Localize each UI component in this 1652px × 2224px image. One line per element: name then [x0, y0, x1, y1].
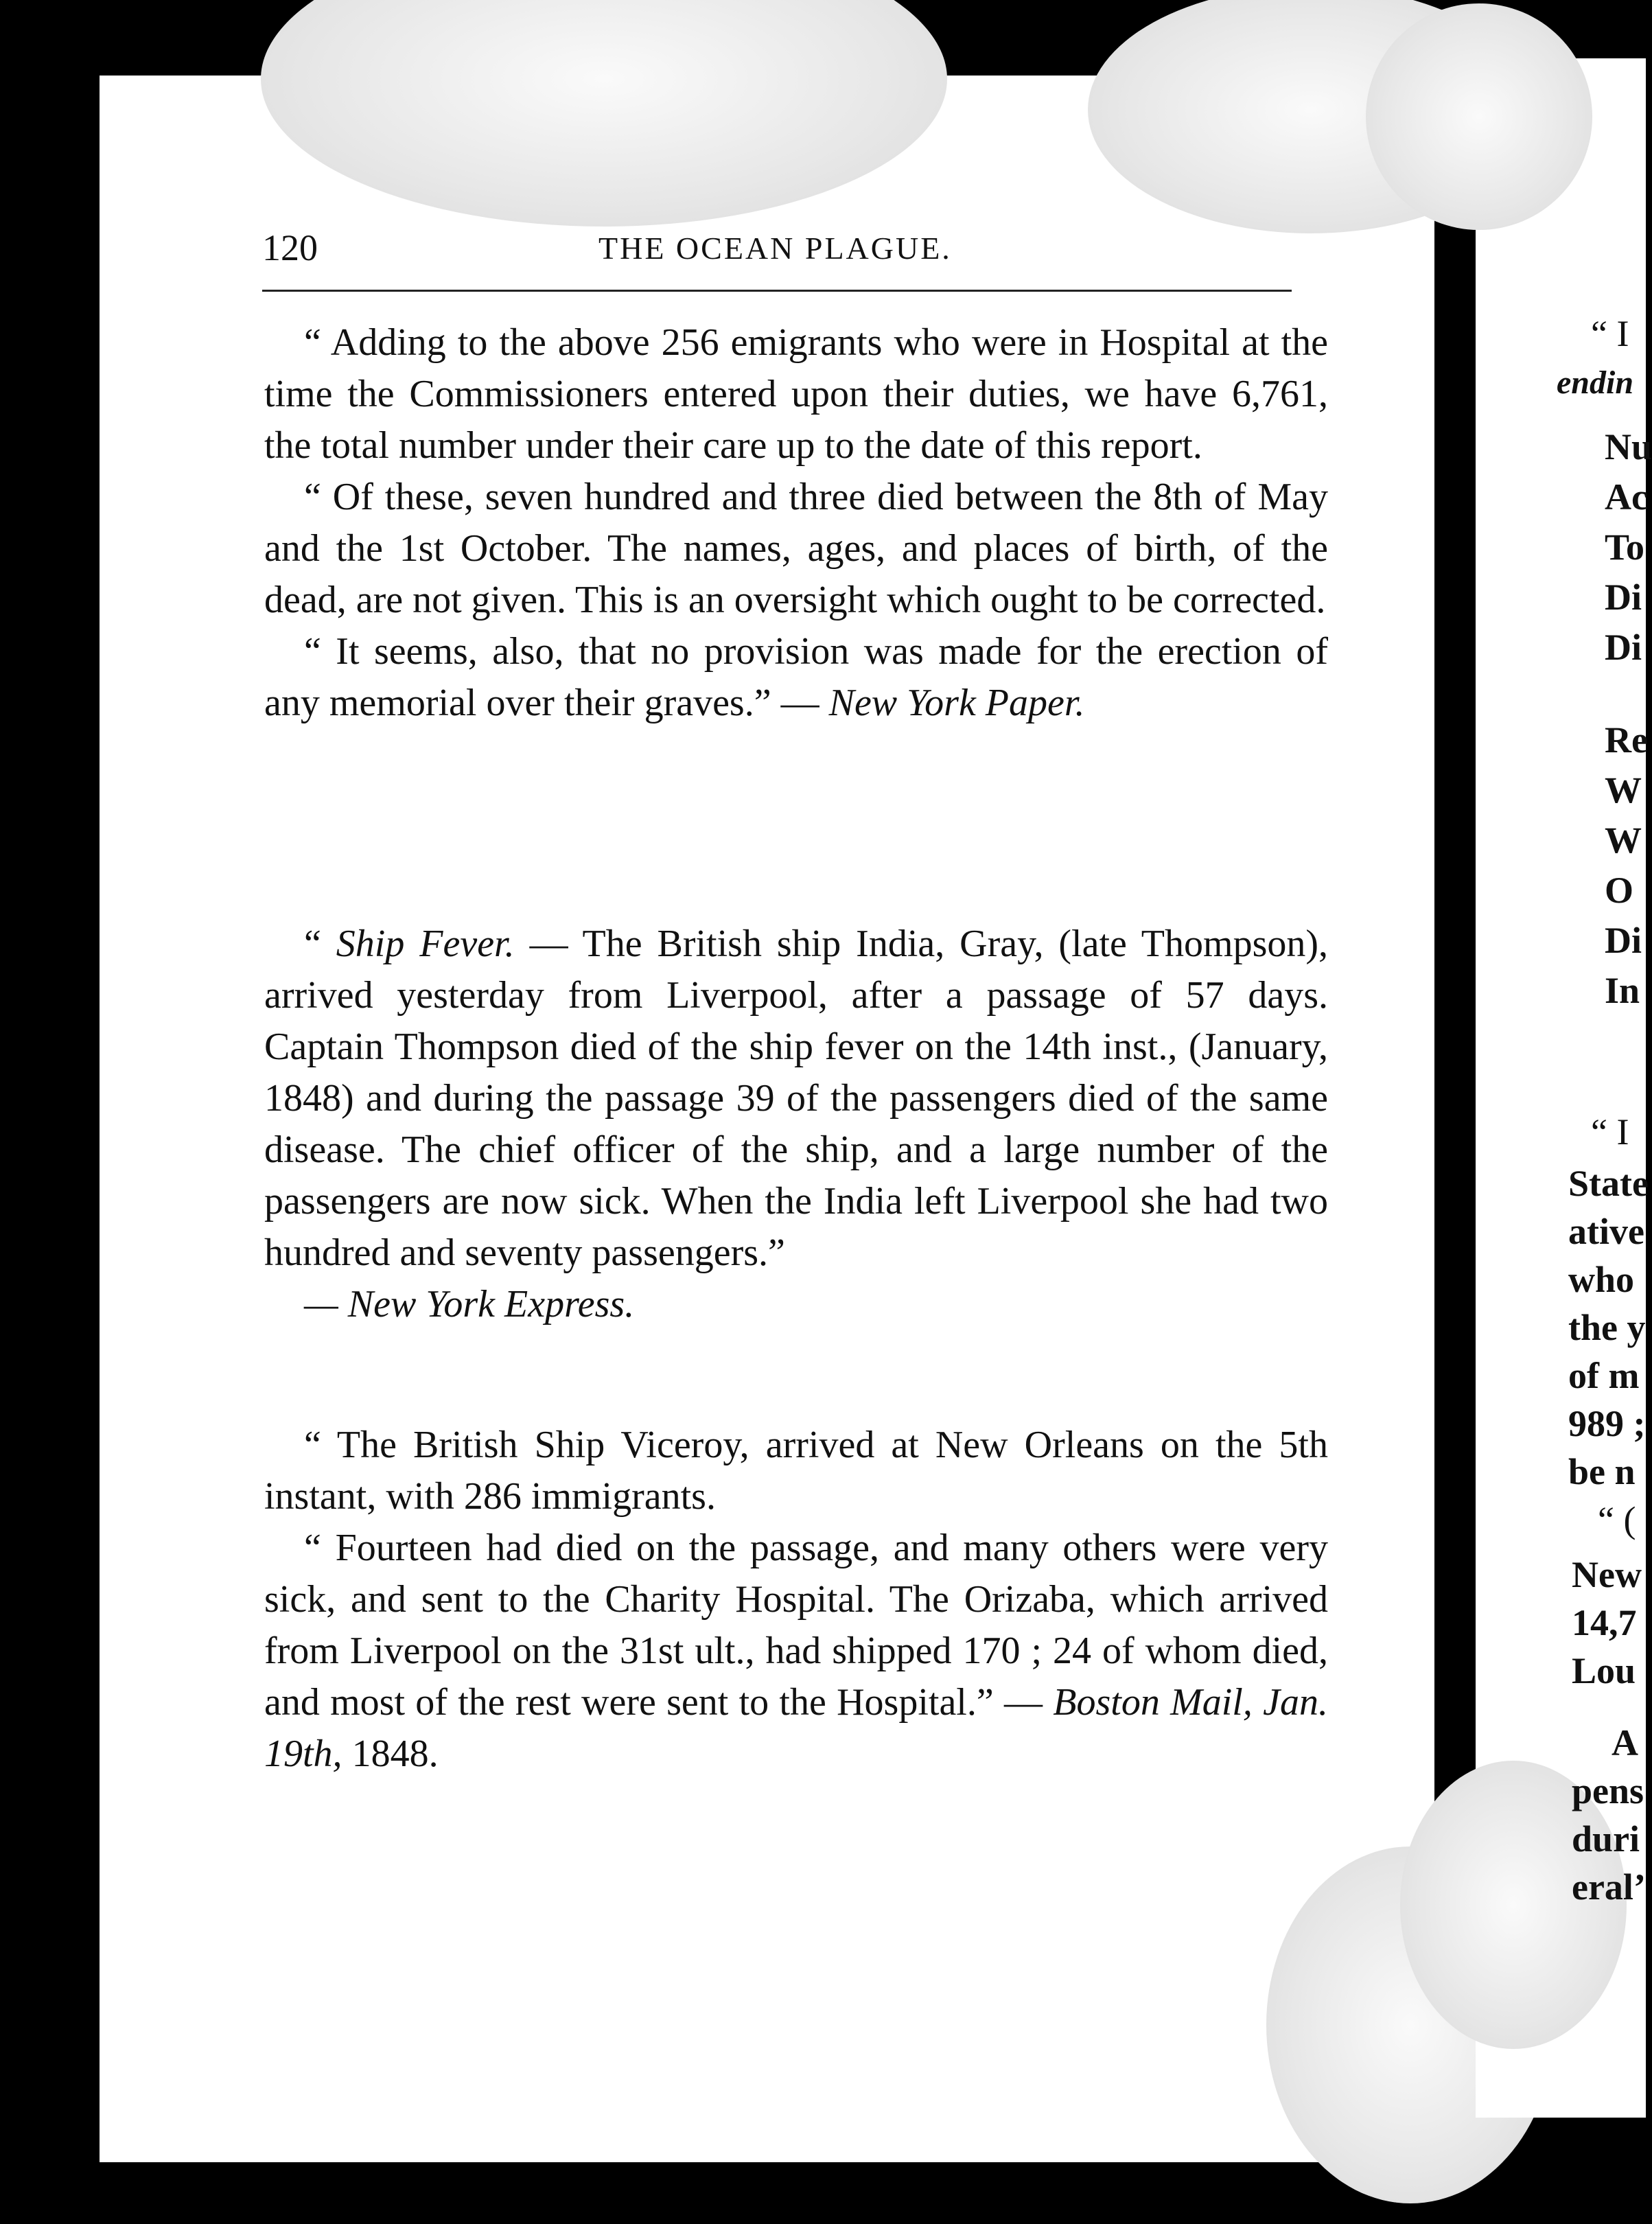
ship-fever-quote: “	[304, 923, 336, 965]
facing-fragment: A	[1612, 1722, 1638, 1763]
body-text-top	[264, 317, 1328, 729]
page-number: 120	[262, 227, 318, 268]
facing-fragment: Di	[1605, 920, 1642, 961]
paragraph-hospital-count: “ Adding to the above 256 emigrants who were in Hospital at the time the Commissioners entered upon their duties, we have 6,761, the total number under their care up to the date of this report.	[264, 321, 1328, 467]
facing-fragment: who	[1568, 1259, 1635, 1300]
facing-fragment: State	[1568, 1163, 1649, 1204]
facing-fragment: Re	[1605, 719, 1648, 761]
memorial-text: “ It seems, also, that no provision was made for the erection of any memorial over their graves.” —	[264, 630, 1328, 724]
facing-fragment: pens	[1572, 1770, 1644, 1811]
facing-fragment: New	[1572, 1554, 1642, 1595]
facing-fragment: Ac	[1605, 476, 1648, 518]
ship-fever-source-text: — New York Express.	[304, 1283, 635, 1325]
ship-fever-source	[264, 1279, 1328, 1330]
paragraph-viceroy: “ The British Ship Viceroy, arrived at New Orleans on the 5th instant, with 286 immigrants.	[264, 1424, 1328, 1518]
page-stain	[1366, 3, 1592, 230]
facing-fragment: Nu	[1605, 426, 1652, 467]
facing-fragment: ative	[1568, 1211, 1644, 1252]
facing-fragment: eral’	[1572, 1866, 1646, 1908]
facing-fragment: In	[1605, 970, 1640, 1011]
facing-fragment: be n	[1568, 1451, 1636, 1492]
facing-fragment: Lou	[1572, 1650, 1636, 1691]
running-title: THE OCEAN PLAGUE.	[598, 231, 952, 266]
facing-fragment: “ I	[1591, 313, 1629, 354]
facing-fragment: Di	[1605, 627, 1642, 668]
facing-fragment: of m	[1568, 1355, 1640, 1396]
facing-fragment: Di	[1605, 577, 1642, 618]
facing-fragment: endin	[1557, 364, 1634, 401]
facing-fragment: 989 ;	[1568, 1403, 1646, 1444]
ship-fever-lead: Ship Fever.	[336, 923, 515, 965]
orizaba-source: Boston Mail, Jan. 19th,	[264, 1681, 1328, 1775]
orizaba-year: 1848.	[342, 1733, 439, 1775]
memorial-source: New York Paper.	[828, 682, 1085, 724]
paragraph-orizaba	[264, 1522, 1328, 1780]
ship-fever-text: — The British ship India, Gray, (late Thompson), arrived yesterday from Liverpool, after a passage of 57 days. Captain Thompson died of the ship fever on the 14th inst., (January, 1848) and during the passage 39 of the passengers died of the same disease. The chief officer of the ship, and a large number of the passengers are now sick. When the India left Liverpool she had two hundred and seventy passengers.”	[264, 923, 1329, 1274]
paragraph-memorial	[264, 626, 1328, 729]
header-rule	[262, 290, 1292, 292]
facing-fragment: W	[1605, 820, 1642, 861]
body-text-viceroy	[264, 1420, 1328, 1780]
facing-fragment: “ (	[1598, 1499, 1636, 1540]
page-stain	[261, 0, 947, 227]
facing-fragment: W	[1605, 769, 1642, 811]
paragraph-ship-fever	[264, 918, 1328, 1279]
paragraph-deaths: “ Of these, seven hundred and three died between the 8th of May and the 1st October. The names, ages, and places of birth, of the dead, are not given. This is an oversight which ought to be corrected.	[264, 476, 1328, 621]
facing-fragment: 14,7	[1572, 1602, 1637, 1643]
page-header	[262, 227, 1292, 281]
facing-fragment: duri	[1572, 1818, 1640, 1860]
facing-fragment: O	[1605, 870, 1634, 911]
facing-fragment: “ I	[1591, 1111, 1629, 1152]
orizaba-text: “ Fourteen had died on the passage, and many others were very sick, and sent to the Charity Hospital. The Orizaba, which arrived from Liverpool on the 31st ult., had shipped 170 ; 24 of whom died, and most of the rest were sent to the Hospital.” —	[264, 1527, 1328, 1724]
facing-fragment: To	[1605, 526, 1645, 568]
body-text-ship-fever	[264, 918, 1328, 1330]
facing-fragment: the y	[1568, 1307, 1646, 1348]
